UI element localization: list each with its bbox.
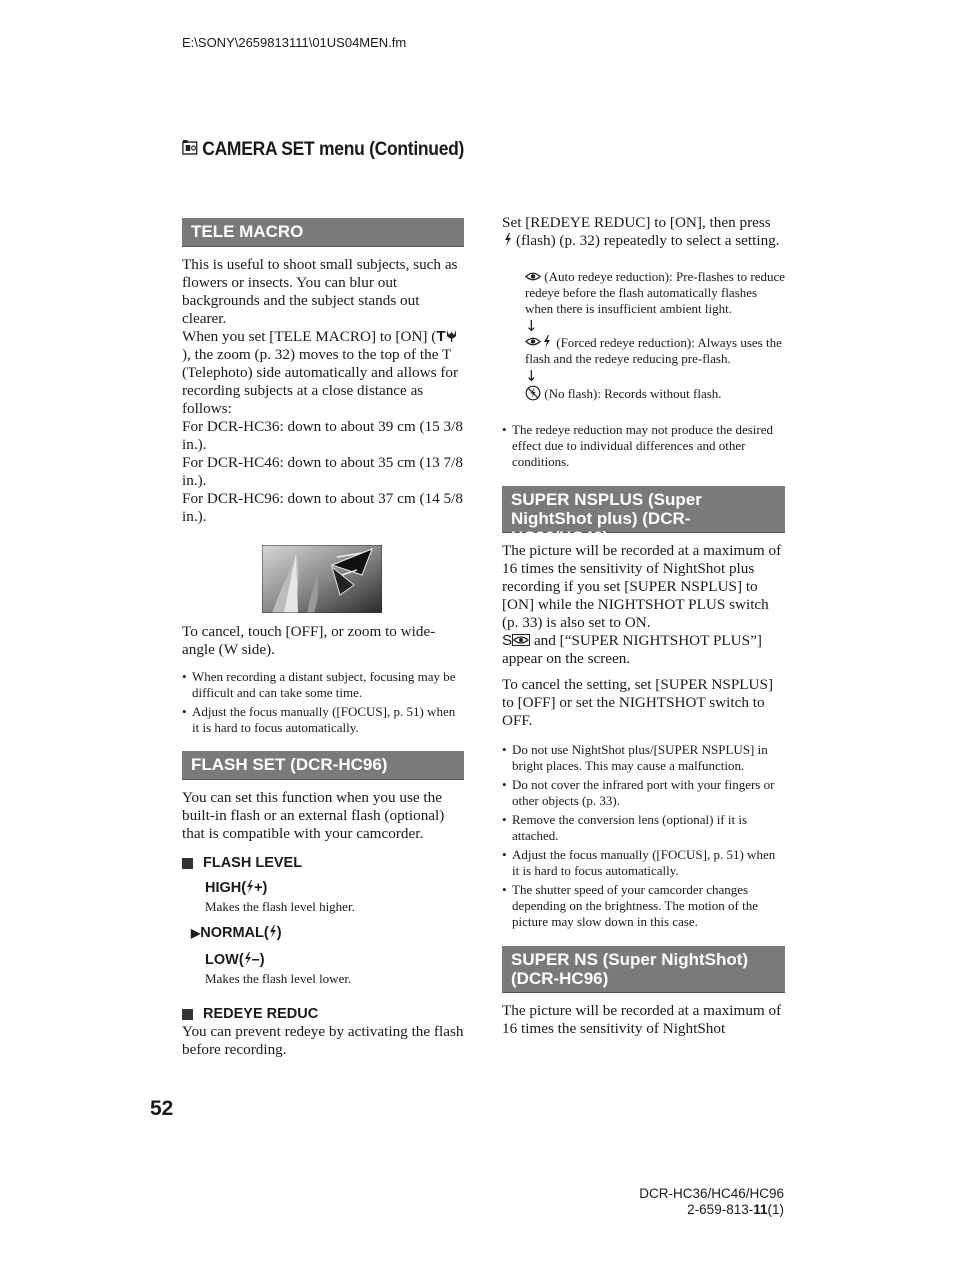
eye-flash-icon xyxy=(525,335,553,348)
list-item: • The redeye reduction may not produce the desired effect due to individual differences and other conditions. xyxy=(502,422,785,470)
super-nsplus-indicator-text: S and [“SUPER NIGHTSHOT PLUS”] appear on the screen. xyxy=(502,632,762,667)
tele-macro-cancel: To cancel, touch [OFF], or zoom to wide-angle (W side). xyxy=(182,623,436,658)
eye-icon xyxy=(525,271,541,282)
flash-icon xyxy=(504,233,512,246)
model-line: DCR-HC36/HC46/HC96 xyxy=(639,1186,784,1201)
model-info xyxy=(639,1186,784,1218)
section-title-tele-macro: TELE MACRO xyxy=(182,218,464,247)
super-nsplus-notes xyxy=(502,742,785,930)
list-item: • Remove the conversion lens (optional) if it is attached. xyxy=(502,812,785,844)
flash-set-intro: You can set this function when you use the built-in flash or an external flash (optional) that is compatible with your camcorder. xyxy=(182,789,445,842)
redeye-auto-option: (Auto redeye reduction): Pre-flashes to reduce redeye before the flash automatically flashes when there is insufficient ambient light. xyxy=(525,269,786,316)
flash-level-options xyxy=(191,880,464,987)
super-nsplus-intro: The picture will be recorded at a maximum of 16 times the sensitivity of NightShot plus recording if you set [SUPER NSPLUS] to [ON] while the NIGHTSHOT PLUS switch (p. 33) is also set to ON. xyxy=(502,542,782,631)
redeye-heading: REDEYE REDUC xyxy=(182,1006,464,1022)
flash-low-desc: Makes the flash level lower. xyxy=(205,971,352,986)
file-path: E:\SONY\2659813111\01US04MEN.fm xyxy=(182,35,407,50)
square-bullet-icon xyxy=(182,1009,193,1020)
list-item: • The shutter speed of your camcorder changes depending on the brightness. The motion of the picture may slow down in this case. xyxy=(502,882,785,930)
list-item: • Adjust the focus manually ([FOCUS], p. 51) when it is hard to focus automatically. xyxy=(182,704,464,736)
flash-low-option: LOW( –) xyxy=(205,952,265,968)
camera-menu-icon xyxy=(182,139,199,161)
section-title-super-ns: SUPER NS (Super NightShot) (DCR-HC96) xyxy=(502,946,785,993)
document-code: 2-659-813-11(1) xyxy=(687,1202,784,1217)
square-bullet-icon xyxy=(182,858,193,869)
tele-macro-intro: This is useful to shoot small subjects, such as flowers or insects. You can blur out backgrounds and the subject stands out clearer. xyxy=(182,256,458,327)
flash-icon xyxy=(244,952,252,965)
flash-icon xyxy=(269,925,277,938)
redeye-options xyxy=(525,269,785,402)
menu-title xyxy=(182,139,464,161)
down-arrow-icon: ↓ xyxy=(525,367,538,385)
super-ns-intro: The picture will be recorded at a maximum of 16 times the sensitivity of NightShot xyxy=(502,1002,782,1037)
hc36-distance: For DCR-HC36: down to about 39 cm (15 3/8 in.). xyxy=(182,418,463,453)
section-title-flash-set: FLASH SET (DCR-HC96) xyxy=(182,751,464,780)
redeye-instructions: Set [REDEYE REDUC] to [ON], then press (flash) (p. 32) repeatedly to select a setting. xyxy=(502,214,780,249)
flash-icon xyxy=(246,880,254,893)
redeye-desc: You can prevent redeye by activating the flash before recording. xyxy=(182,1023,464,1058)
flash-high-option: HIGH( +) xyxy=(205,880,268,896)
tele-macro-icon: T xyxy=(436,328,456,345)
tele-macro-body xyxy=(182,256,464,526)
left-column xyxy=(182,218,464,1059)
redeye-noflash-option: (No flash): Records without flash. xyxy=(525,385,785,402)
page-number: 52 xyxy=(150,1097,174,1120)
butterfly-photo xyxy=(262,545,382,613)
hc96-distance: For DCR-HC96: down to about 37 cm (14 5/8 in.). xyxy=(182,490,463,525)
down-arrow-icon: ↓ xyxy=(525,317,538,335)
redeye-notes xyxy=(502,422,785,470)
flash-high-desc: Makes the flash level higher. xyxy=(205,899,355,914)
list-item: • When recording a distant subject, focusing may be difficult and can take some time. xyxy=(182,669,464,701)
no-flash-icon xyxy=(525,385,541,401)
flash-level-heading: FLASH LEVEL xyxy=(182,855,464,871)
menu-title-text: CAMERA SET menu (Continued) xyxy=(202,139,465,160)
tele-macro-notes xyxy=(182,669,464,736)
section-title-super-nsplus: SUPER NSPLUS (Super NightShot plus) (DCR-HC36/HC46) xyxy=(502,486,785,533)
flash-normal-option: ▶NORMAL( ) xyxy=(191,925,282,941)
list-item: • Adjust the focus manually ([FOCUS], p. 51) when it is hard to focus automatically. xyxy=(502,847,785,879)
list-item: • Do not cover the infrared port with your fingers or other objects (p. 33). xyxy=(502,777,785,809)
list-item: • Do not use NightShot plus/[SUPER NSPLUS] in bright places. This may cause a malfunction. xyxy=(502,742,785,774)
super-nsplus-cancel: To cancel the setting, set [SUPER NSPLUS] to [OFF] or set the NIGHTSHOT switch to OFF. xyxy=(502,676,774,729)
right-column xyxy=(502,214,785,1038)
hc46-distance: For DCR-HC46: down to about 35 cm (13 7/8 in.). xyxy=(182,454,463,489)
super-nightshot-icon: S xyxy=(502,632,530,649)
redeye-forced-option: (Forced redeye reduction): Always uses the flash and the redeye reducing pre-flash. xyxy=(525,335,782,366)
tele-macro-zoom-text: When you set [TELE MACRO] to [ON] (T), the zoom (p. 32) moves to the top of the T (Telephoto) side automatically and allows for recording subjects at a close distance as follows: xyxy=(182,328,459,417)
